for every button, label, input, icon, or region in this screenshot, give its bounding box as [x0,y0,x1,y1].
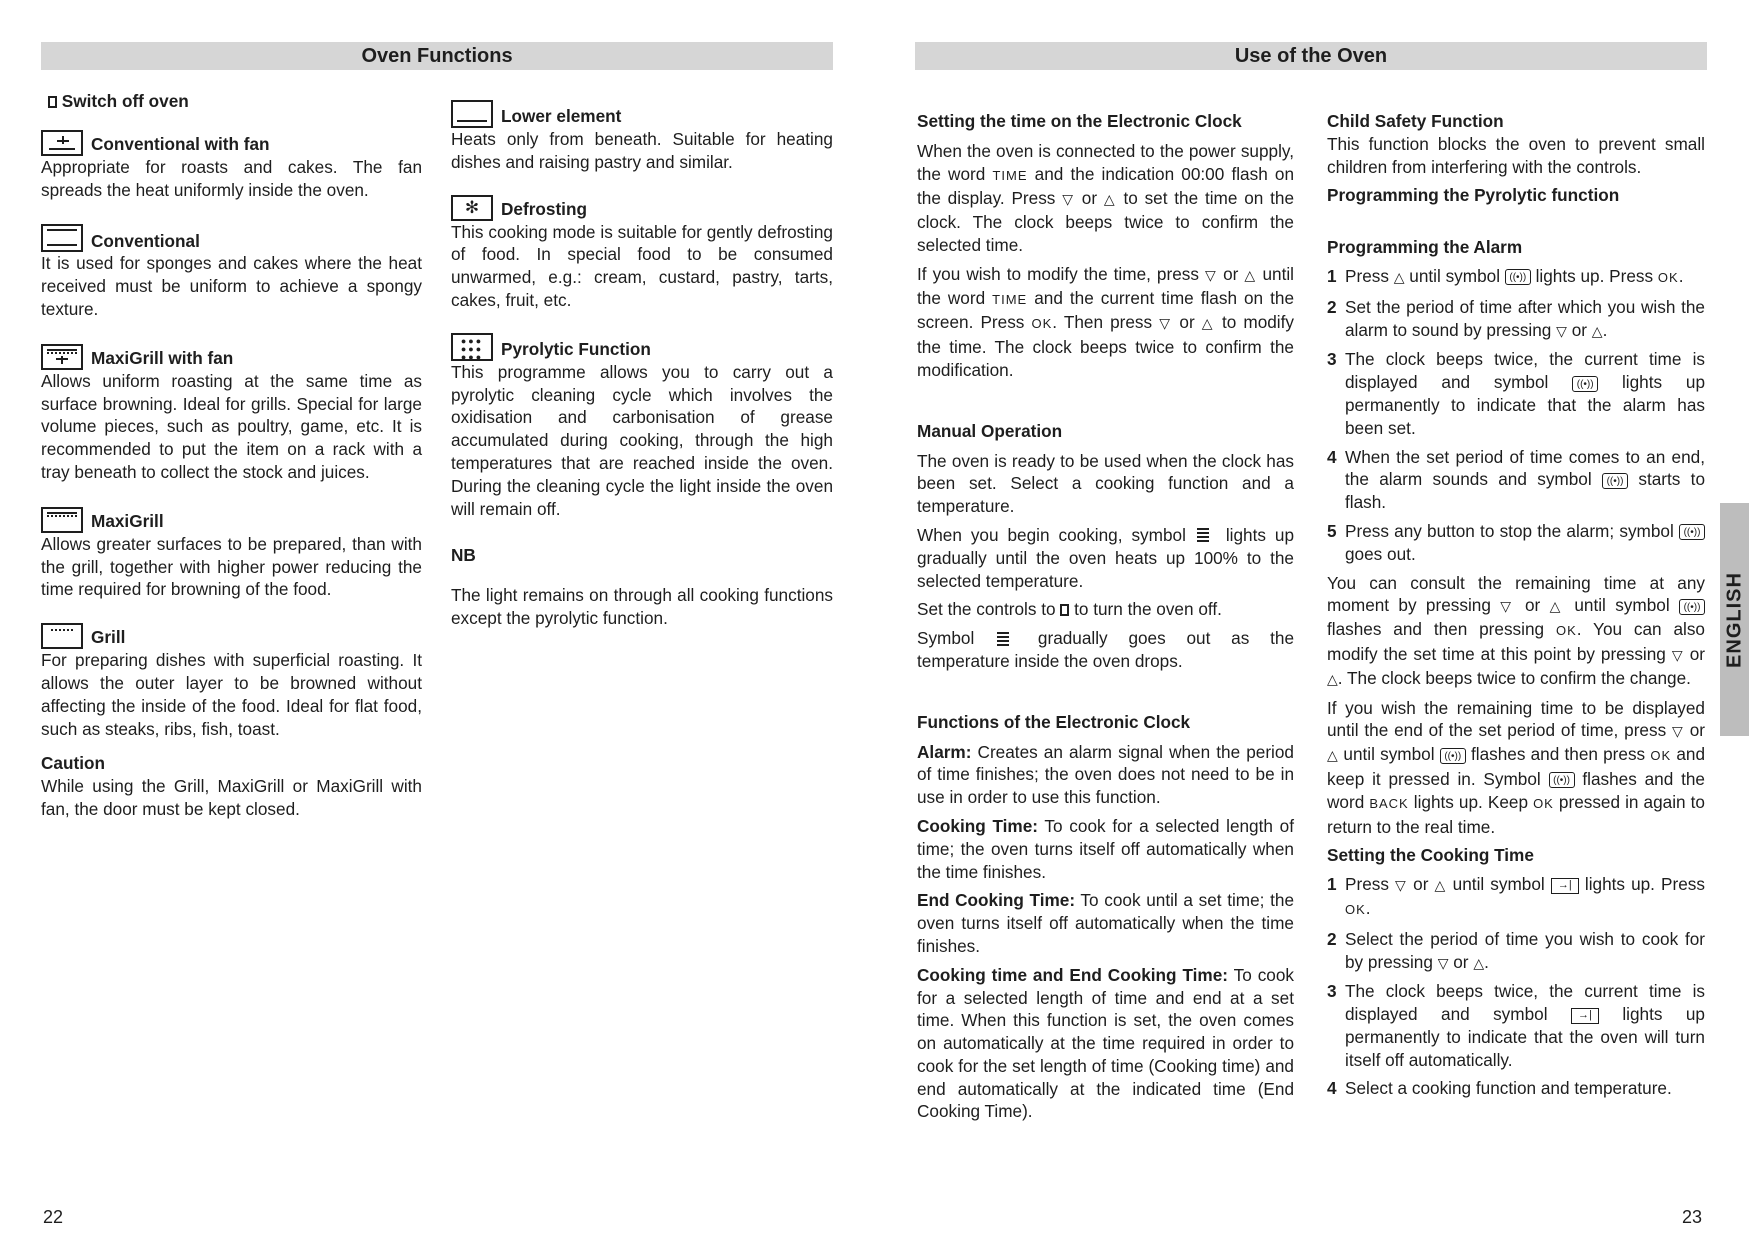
defrost-snowflake-icon: ✻ [451,195,493,221]
alarm-icon: ((•)) [1505,269,1531,285]
pyrolytic-icon: ●●● ●●● ●●● [451,333,493,361]
pyrolytic-text: This programme allows you to carry out a pyrolytic cleaning cycle which involves the oxidisation and carbonisation of grease accumulated during cooking, through the high temperatures that are reached inside the oven. During the cleaning cycle the light inside the oven will remain off. [451,361,833,519]
clock-setting-text-2: If you wish to modify the time, press ▽ or △ until the word TIME and the current time flash on the screen. Press OK. Then press ▽ or △ to modify the time. The clock beeps twice to confirm the modification. [917,263,1295,380]
down-arrow-icon: ▽ [1159,315,1173,332]
lower-element-icon [451,100,493,128]
right-column-2 [1327,110,1705,1100]
manual-text-3: Set the controls to to turn the oven off. [917,599,1222,620]
manual-text-4: Symbol gradually goes out as the temperature inside the oven drops. [917,628,1295,671]
up-arrow-icon: △ [1103,191,1117,208]
grill-text: For preparing dishes with superficial roasting. It allows the outer layer to be browned without affecting the inside of the food. Ideal for flat food, such as steaks, ribs, fish, toast. [41,650,422,739]
lower-element-heading: Lower element [451,100,833,128]
right-column-1 [917,110,1294,1123]
conventional-heading: Conventional [41,224,422,252]
conventional-icon [41,224,83,252]
child-safety-heading: Child Safety Function [1327,111,1504,131]
maxigrill-fan-heading: MaxiGrill with fan [41,344,422,370]
alarm-icon: ((•)) [1440,748,1466,764]
up-arrow-icon: △ [1393,268,1405,285]
alarm-step-1: 1 Press △ until symbol ((•)) lights up. Press OK. [1327,265,1684,286]
alarm-icon: ((•)) [1679,599,1705,615]
manual-text-2: When you begin cooking, symbol lights up gradually until the oven heats up 100% to the selected temperature. [917,524,1294,591]
cook-step-1: 1 Press ▽ or △ until symbol →| lights up. Press OK. [1327,874,1705,918]
grill-heading: Grill [41,623,422,649]
left-column-2 [451,100,833,630]
display-remaining-text: If you wish the remaining time to be displayed until the end of the set period of time, press ▽ or △ until symbol ((•)) flashes and then press OK and keep it pressed in. Symbol ((•)) flashes and the word BACK lights up. Keep OK pressed in again to return to the real time. [1327,697,1706,837]
manual-text-1: The oven is ready to be used when the clock has been set. Select a cooking function and a temperature. [917,450,1294,517]
down-arrow-icon: ▽ [1672,723,1684,740]
cooking-time-text: Cooking Time: To cook for a selected length of time; the oven turns itself off automatically when the time finishes. [917,815,1295,882]
consult-time-text: You can consult the remaining time at any moment by pressing ▽ or △ until symbol ((•)) flashes and then pressing OK. You can also modify the set time at this point by pressing ▽ or △. The clock beeps twice to confirm the change. [1327,572,1705,688]
manual-operation-heading: Manual Operation [917,420,1063,441]
alarm-icon: ((•)) [1679,524,1705,540]
up-arrow-icon: △ [1201,315,1215,332]
conventional-text: It is used for sponges and cakes where the heat received must be uniform to achieve a spongy texture. [41,253,422,319]
cooking-time-heading: Setting the Cooking Time [1327,845,1534,866]
nb-text: The light remains on through all cooking functions except the pyrolytic function. [451,585,833,628]
defrosting-heading: ✻ Defrosting [451,195,833,221]
maxigrill-fan-icon [41,344,83,370]
up-arrow-icon: △ [1434,877,1447,894]
page-number-left: 22 [43,1207,64,1227]
clock-setting-text-1: When the oven is connected to the power supply, the word TIME and the indication 00:00 flash on the display. Press ▽ or △ to set the time on the clock. The clock beeps twice to confirm the selected time. [917,140,1295,255]
switch-off-heading: Switch off oven [48,90,422,113]
maxigrill-heading: MaxiGrill [41,507,422,533]
maxigrill-icon [41,507,83,533]
page-number-right: 23 [1682,1207,1703,1227]
down-arrow-icon: ▽ [1395,877,1408,894]
alarm-icon: ((•)) [1549,772,1575,788]
right-page-header: Use of the Oven [915,42,1707,70]
alarm-icon: ((•)) [1572,376,1598,392]
cook-step-2: 2 Select the period of time you wish to cook for by pressing ▽ or △. [1327,928,1705,972]
alarm-step-3: 3 The clock beeps twice, the current time is displayed and symbol ((•)) lights up permanently to indicate that the alarm has been set. [1327,349,1706,438]
up-arrow-icon: △ [1549,598,1565,615]
alarm-step-4: 4 When the set period of time comes to an end, the alarm sounds and symbol ((•)) starts to flash. [1327,446,1706,513]
alarm-icon: ((•)) [1602,473,1628,489]
defrosting-text: This cooking mode is suitable for gently defrosting of food. In special food to be consumed unwarmed, e.g.: cream, custard, pastry, tarts, cakes, fruit, etc. [451,221,833,310]
lower-element-text: Heats only from beneath. Suitable for heating dishes and raising pastry and similar. [451,129,833,172]
alarm-function-text: Alarm: Creates an alarm signal when the period of time finishes; the oven does not need to be in use in order to use this function. [917,741,1294,808]
cook-step-4: 4 Select a cooking function and temperature. [1327,1078,1672,1099]
conv-fan-heading: Conventional with fan [41,130,422,156]
maxigrill-text: Allows greater surfaces to be prepared, than with the grill, together with higher power reducing the time required for browning of the food. [41,533,422,600]
clock-functions-heading: Functions of the Electronic Clock [917,711,1191,732]
left-column-1 [41,90,422,821]
cooking-time-icon: →| [1571,1008,1599,1024]
off-symbol-icon [1060,604,1069,616]
cooking-time-icon: →| [1551,878,1579,894]
up-arrow-icon: △ [1473,954,1485,971]
down-arrow-icon: ▽ [1437,954,1449,971]
grill-icon [41,623,83,649]
up-arrow-icon: △ [1327,670,1338,687]
heating-level-icon [1195,526,1217,546]
maxigrill-fan-text: Allows uniform roasting at the same time as surface browning. Ideal for grills. Special for large volume pieces, such as poultry, game, etc. It is recommended to put the item on a rack with a tray beneath to collect the stock and juices. [41,370,422,482]
heating-level-icon [995,630,1017,650]
cook-step-3: 3 The clock beeps twice, the current time is displayed and symbol →| lights up permanently to indicate that the oven will turn itself off automatically. [1327,981,1705,1070]
down-arrow-icon: ▽ [1062,191,1075,208]
combined-cooking-text: Cooking time and End Cooking Time: To cook for a selected length of time and end at a set time. When this function is set, the oven comes on automatically at the time required in order to cook for the set length of time (Cooking time) and end automatically at the indicated time (End Cooking Time). [917,964,1295,1122]
pyrolytic-heading: ●●● ●●● ●●● Pyrolytic Function [451,333,833,361]
end-cooking-time-text: End Cooking Time: To cook until a set time; the oven turns itself off automatically when the time finishes. [917,890,1294,956]
caution-text: While using the Grill, MaxiGrill or MaxiGrill with fan, the door must be kept closed. [41,776,422,819]
down-arrow-icon: ▽ [1205,266,1218,283]
pyrolytic-programming-heading: Programming the Pyrolytic function [1327,185,1620,206]
clock-setting-heading: Setting the time on the Electronic Clock [917,111,1242,131]
alarm-step-5: 5 Press any button to stop the alarm; symbol ((•)) goes out. [1327,520,1705,566]
caution-heading: Caution [41,753,105,774]
conventional-fan-icon [41,130,83,156]
nb-heading: NB [451,545,476,566]
alarm-programming-heading: Programming the Alarm [1327,237,1523,258]
alarm-step-2: 2 Set the period of time after which you wish the alarm to sound by pressing ▽ or △. [1327,296,1705,340]
time-word: TIME [992,167,1028,183]
language-tab: ENGLISH [1720,503,1749,736]
down-arrow-icon: ▽ [1671,646,1684,663]
up-arrow-icon: △ [1591,322,1603,339]
off-symbol-icon [48,96,57,108]
up-arrow-icon: △ [1327,747,1339,764]
child-safety-text: This function blocks the oven to prevent small children from interfering with the controls. [1327,133,1705,177]
up-arrow-icon: △ [1244,266,1257,283]
left-page-header: Oven Functions [41,42,833,70]
conv-fan-text: Appropriate for roasts and cakes. The fan spreads the heat uniformly inside the oven. [41,156,422,200]
down-arrow-icon: ▽ [1500,598,1516,615]
ok-word: OK [1031,316,1053,332]
down-arrow-icon: ▽ [1556,322,1567,339]
